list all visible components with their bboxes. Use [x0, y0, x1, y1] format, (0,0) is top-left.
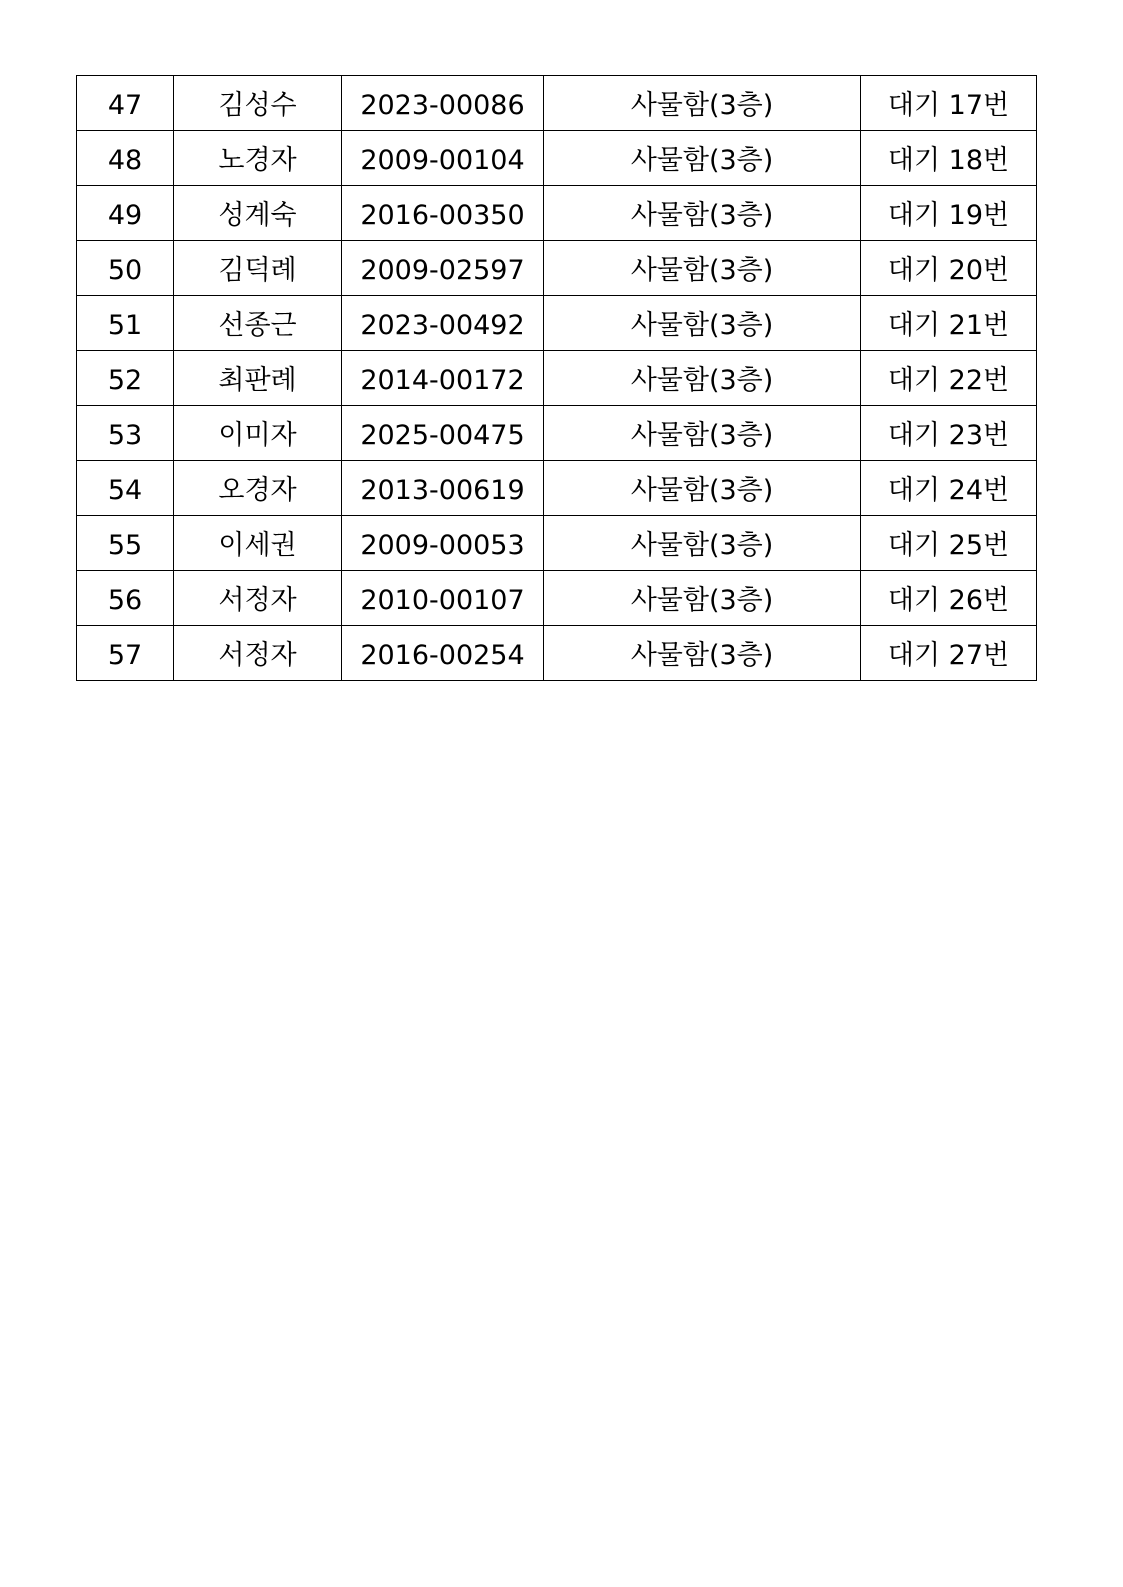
member-name: 김성수	[174, 76, 342, 131]
member-id: 2013-00619	[342, 461, 544, 516]
table-row	[77, 461, 1037, 516]
member-id: 2009-00104	[342, 131, 544, 186]
member-id: 2010-00107	[342, 571, 544, 626]
member-name: 서정자	[174, 626, 342, 681]
member-name: 이미자	[174, 406, 342, 461]
row-number: 54	[77, 461, 174, 516]
row-number: 52	[77, 351, 174, 406]
wait-status: 대기 26번	[861, 571, 1037, 626]
requested-item: 사물함(3층)	[544, 131, 861, 186]
member-id: 2025-00475	[342, 406, 544, 461]
requested-item: 사물함(3층)	[544, 351, 861, 406]
table-row	[77, 571, 1037, 626]
member-id: 2009-02597	[342, 241, 544, 296]
requested-item: 사물함(3층)	[544, 571, 861, 626]
wait-status: 대기 25번	[861, 516, 1037, 571]
wait-status: 대기 23번	[861, 406, 1037, 461]
member-id: 2016-00254	[342, 626, 544, 681]
member-name: 최판례	[174, 351, 342, 406]
wait-status: 대기 18번	[861, 131, 1037, 186]
wait-status: 대기 21번	[861, 296, 1037, 351]
member-id: 2023-00086	[342, 76, 544, 131]
requested-item: 사물함(3층)	[544, 296, 861, 351]
member-id: 2016-00350	[342, 186, 544, 241]
table-row	[77, 406, 1037, 461]
row-number: 47	[77, 76, 174, 131]
waitlist-table	[76, 75, 1037, 681]
member-name: 김덕례	[174, 241, 342, 296]
table-row	[77, 131, 1037, 186]
wait-status: 대기 27번	[861, 626, 1037, 681]
table-body	[77, 76, 1037, 681]
member-name: 오경자	[174, 461, 342, 516]
table-row	[77, 296, 1037, 351]
requested-item: 사물함(3층)	[544, 406, 861, 461]
member-id: 2014-00172	[342, 351, 544, 406]
member-name: 노경자	[174, 131, 342, 186]
row-number: 51	[77, 296, 174, 351]
row-number: 49	[77, 186, 174, 241]
requested-item: 사물함(3층)	[544, 626, 861, 681]
table-row	[77, 241, 1037, 296]
row-number: 53	[77, 406, 174, 461]
member-name: 서정자	[174, 571, 342, 626]
member-name: 이세권	[174, 516, 342, 571]
member-id: 2009-00053	[342, 516, 544, 571]
wait-status: 대기 20번	[861, 241, 1037, 296]
requested-item: 사물함(3층)	[544, 516, 861, 571]
table-row	[77, 626, 1037, 681]
wait-status: 대기 19번	[861, 186, 1037, 241]
table-row	[77, 186, 1037, 241]
member-id: 2023-00492	[342, 296, 544, 351]
wait-status: 대기 22번	[861, 351, 1037, 406]
member-name: 성계숙	[174, 186, 342, 241]
row-number: 57	[77, 626, 174, 681]
row-number: 50	[77, 241, 174, 296]
wait-status: 대기 24번	[861, 461, 1037, 516]
requested-item: 사물함(3층)	[544, 241, 861, 296]
table-row	[77, 516, 1037, 571]
table-row	[77, 76, 1037, 131]
row-number: 55	[77, 516, 174, 571]
table-row	[77, 351, 1037, 406]
requested-item: 사물함(3층)	[544, 186, 861, 241]
wait-status: 대기 17번	[861, 76, 1037, 131]
requested-item: 사물함(3층)	[544, 461, 861, 516]
requested-item: 사물함(3층)	[544, 76, 861, 131]
row-number: 48	[77, 131, 174, 186]
row-number: 56	[77, 571, 174, 626]
member-name: 선종근	[174, 296, 342, 351]
